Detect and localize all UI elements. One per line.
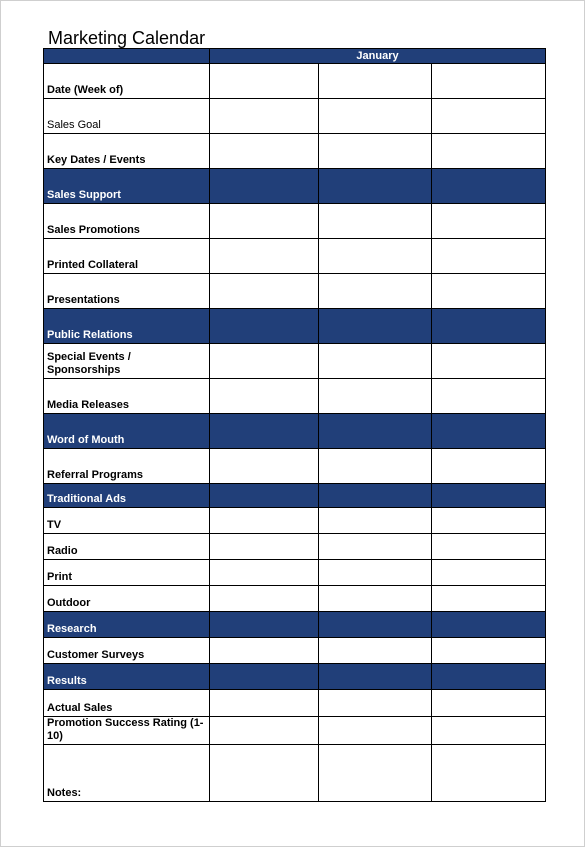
cell[interactable] bbox=[432, 379, 546, 414]
cell[interactable] bbox=[319, 586, 432, 612]
cell[interactable] bbox=[210, 586, 319, 612]
row-key-dates-events bbox=[44, 134, 546, 169]
cell[interactable] bbox=[319, 508, 432, 534]
page-title: Marketing Calendar bbox=[48, 28, 206, 48]
cell[interactable] bbox=[432, 449, 546, 484]
section-label: Traditional Ads bbox=[44, 484, 210, 508]
section-sales-support bbox=[44, 169, 546, 204]
cell[interactable] bbox=[210, 99, 319, 134]
row-label: Customer Surveys bbox=[44, 638, 210, 664]
cell bbox=[210, 309, 319, 344]
row-label: Outdoor bbox=[44, 586, 210, 612]
cell[interactable] bbox=[210, 239, 319, 274]
cell bbox=[210, 484, 319, 508]
cell[interactable] bbox=[210, 449, 319, 484]
cell[interactable] bbox=[432, 717, 546, 745]
row-label: Presentations bbox=[44, 274, 210, 309]
cell[interactable] bbox=[432, 534, 546, 560]
cell[interactable] bbox=[432, 586, 546, 612]
row-label: Sales Goal bbox=[44, 99, 210, 134]
cell[interactable] bbox=[432, 745, 546, 802]
cell[interactable] bbox=[319, 560, 432, 586]
row-label bbox=[44, 717, 210, 745]
cell[interactable] bbox=[319, 690, 432, 717]
row-label bbox=[44, 344, 210, 379]
row-label: Referral Programs bbox=[44, 449, 210, 484]
cell[interactable] bbox=[432, 64, 546, 99]
cell bbox=[432, 484, 546, 508]
cell[interactable] bbox=[319, 745, 432, 802]
row-label: Key Dates / Events bbox=[44, 134, 210, 169]
cell[interactable] bbox=[210, 64, 319, 99]
row-presentations bbox=[44, 274, 546, 309]
cell[interactable] bbox=[319, 717, 432, 745]
cell bbox=[432, 169, 546, 204]
cell[interactable] bbox=[319, 344, 432, 379]
row-referral-programs bbox=[44, 449, 546, 484]
cell[interactable] bbox=[432, 690, 546, 717]
row-label: Printed Collateral bbox=[44, 239, 210, 274]
row-label: Actual Sales bbox=[44, 690, 210, 717]
row-promotion-success-rating bbox=[44, 717, 546, 745]
cell bbox=[210, 664, 319, 690]
row-notes bbox=[44, 745, 546, 802]
section-public-relations bbox=[44, 309, 546, 344]
cell bbox=[432, 664, 546, 690]
cell bbox=[210, 414, 319, 449]
row-label: Sales Promotions bbox=[44, 204, 210, 239]
cell[interactable] bbox=[210, 560, 319, 586]
header-label-cell bbox=[44, 49, 210, 64]
section-word-of-mouth bbox=[44, 414, 546, 449]
cell[interactable] bbox=[319, 449, 432, 484]
cell[interactable] bbox=[319, 64, 432, 99]
cell[interactable] bbox=[432, 344, 546, 379]
cell[interactable] bbox=[432, 638, 546, 664]
row-label: Date (Week of) bbox=[44, 64, 210, 99]
cell[interactable] bbox=[319, 99, 432, 134]
row-label-text: Promotion Success Rating (1-10) bbox=[47, 717, 204, 742]
cell bbox=[210, 169, 319, 204]
month-header: January bbox=[210, 49, 546, 64]
cell bbox=[432, 309, 546, 344]
cell[interactable] bbox=[210, 379, 319, 414]
cell[interactable] bbox=[210, 274, 319, 309]
cell bbox=[432, 414, 546, 449]
cell[interactable] bbox=[210, 745, 319, 802]
row-label: Media Releases bbox=[44, 379, 210, 414]
row-customer-surveys bbox=[44, 638, 546, 664]
cell[interactable] bbox=[210, 690, 319, 717]
calendar-table bbox=[43, 48, 546, 802]
cell[interactable] bbox=[432, 274, 546, 309]
cell bbox=[319, 664, 432, 690]
row-tv bbox=[44, 508, 546, 534]
cell bbox=[319, 414, 432, 449]
cell[interactable] bbox=[432, 134, 546, 169]
cell[interactable] bbox=[210, 534, 319, 560]
row-print bbox=[44, 560, 546, 586]
section-label: Word of Mouth bbox=[44, 414, 210, 449]
cell[interactable] bbox=[210, 508, 319, 534]
cell[interactable] bbox=[319, 379, 432, 414]
cell[interactable] bbox=[432, 560, 546, 586]
cell[interactable] bbox=[432, 99, 546, 134]
row-label: TV bbox=[44, 508, 210, 534]
cell[interactable] bbox=[432, 508, 546, 534]
section-label: Research bbox=[44, 612, 210, 638]
cell[interactable] bbox=[210, 344, 319, 379]
cell[interactable] bbox=[319, 534, 432, 560]
cell[interactable] bbox=[210, 134, 319, 169]
cell[interactable] bbox=[432, 239, 546, 274]
cell[interactable] bbox=[319, 239, 432, 274]
row-actual-sales bbox=[44, 690, 546, 717]
row-label-text: Special Events / Sponsorships bbox=[47, 351, 131, 376]
cell bbox=[319, 309, 432, 344]
section-traditional-ads bbox=[44, 484, 546, 508]
cell[interactable] bbox=[210, 717, 319, 745]
section-label: Results bbox=[44, 664, 210, 690]
section-label: Sales Support bbox=[44, 169, 210, 204]
cell[interactable] bbox=[432, 204, 546, 239]
row-outdoor bbox=[44, 586, 546, 612]
cell[interactable] bbox=[319, 274, 432, 309]
cell bbox=[210, 612, 319, 638]
cell[interactable] bbox=[319, 204, 432, 239]
row-radio bbox=[44, 534, 546, 560]
cell bbox=[319, 612, 432, 638]
section-results bbox=[44, 664, 546, 690]
row-date-week-of bbox=[44, 64, 546, 99]
row-sales-goal bbox=[44, 99, 546, 134]
row-sales-promotions bbox=[44, 204, 546, 239]
row-label: Notes: bbox=[44, 745, 210, 802]
cell[interactable] bbox=[319, 638, 432, 664]
cell bbox=[319, 169, 432, 204]
section-label: Public Relations bbox=[44, 309, 210, 344]
row-special-events bbox=[44, 344, 546, 379]
cell[interactable] bbox=[210, 204, 319, 239]
section-research bbox=[44, 612, 546, 638]
row-label: Print bbox=[44, 560, 210, 586]
cell bbox=[432, 612, 546, 638]
cell[interactable] bbox=[319, 134, 432, 169]
row-printed-collateral bbox=[44, 239, 546, 274]
cell bbox=[319, 484, 432, 508]
cell[interactable] bbox=[210, 638, 319, 664]
header-row bbox=[44, 49, 546, 64]
row-media-releases bbox=[44, 379, 546, 414]
row-label: Radio bbox=[44, 534, 210, 560]
